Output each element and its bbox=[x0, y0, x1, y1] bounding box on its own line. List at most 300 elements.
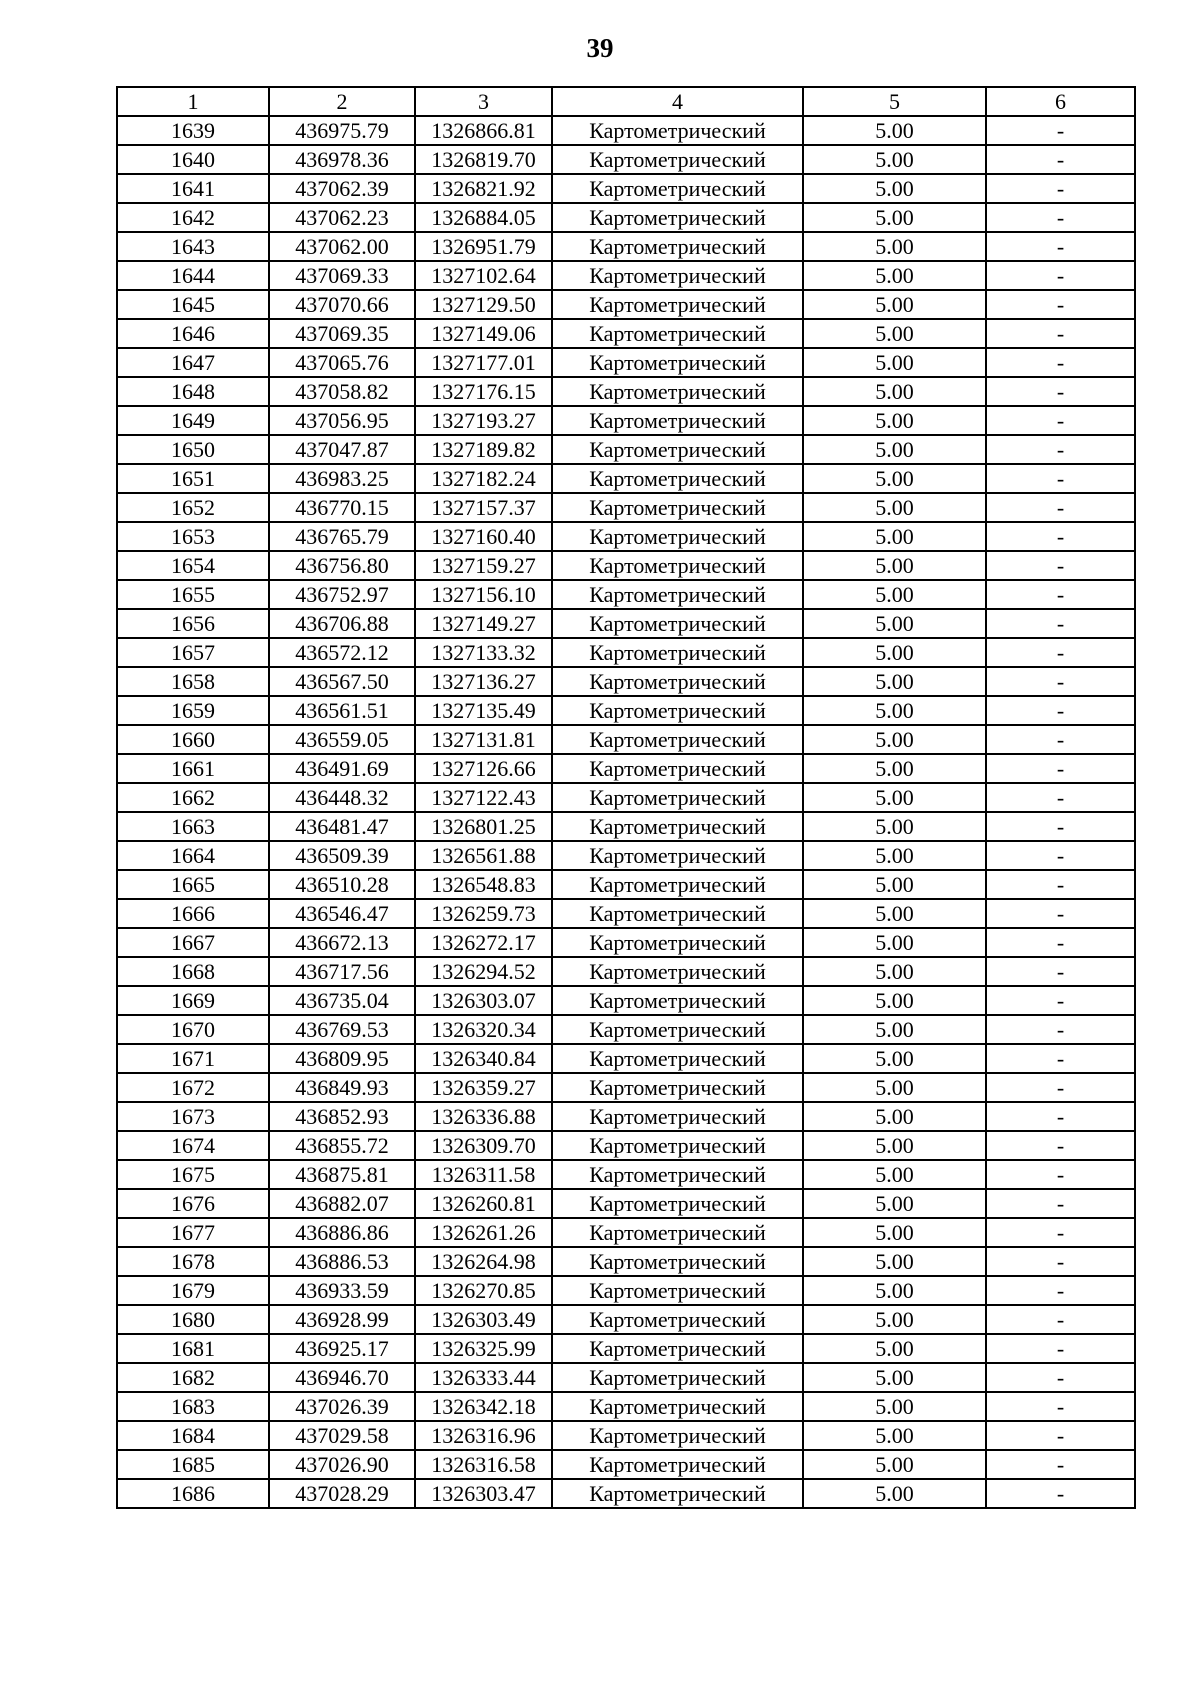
cell-point-number: 1654 bbox=[117, 551, 269, 580]
cell-y-coordinate: 1327102.64 bbox=[415, 261, 552, 290]
cell-accuracy: 5.00 bbox=[803, 957, 986, 986]
cell-y-coordinate: 1326548.83 bbox=[415, 870, 552, 899]
cell-method: Картометрический bbox=[552, 580, 803, 609]
cell-accuracy: 5.00 bbox=[803, 1479, 986, 1508]
cell-note: - bbox=[986, 725, 1135, 754]
cell-accuracy: 5.00 bbox=[803, 1305, 986, 1334]
cell-method: Картометрический bbox=[552, 1247, 803, 1276]
cell-note: - bbox=[986, 290, 1135, 319]
cell-x-coordinate: 436978.36 bbox=[269, 145, 415, 174]
cell-note: - bbox=[986, 696, 1135, 725]
table-row bbox=[117, 638, 1135, 667]
cell-accuracy: 5.00 bbox=[803, 667, 986, 696]
cell-accuracy: 5.00 bbox=[803, 928, 986, 957]
cell-method: Картометрический bbox=[552, 841, 803, 870]
cell-x-coordinate: 436765.79 bbox=[269, 522, 415, 551]
cell-point-number: 1673 bbox=[117, 1102, 269, 1131]
cell-method: Картометрический bbox=[552, 957, 803, 986]
table-row bbox=[117, 957, 1135, 986]
cell-method: Картометрический bbox=[552, 261, 803, 290]
cell-method: Картометрический bbox=[552, 232, 803, 261]
cell-x-coordinate: 436925.17 bbox=[269, 1334, 415, 1363]
cell-point-number: 1666 bbox=[117, 899, 269, 928]
cell-accuracy: 5.00 bbox=[803, 522, 986, 551]
cell-x-coordinate: 436491.69 bbox=[269, 754, 415, 783]
cell-point-number: 1685 bbox=[117, 1450, 269, 1479]
cell-x-coordinate: 437065.76 bbox=[269, 348, 415, 377]
cell-x-coordinate: 436481.47 bbox=[269, 812, 415, 841]
cell-method: Картометрический bbox=[552, 203, 803, 232]
cell-method: Картометрический bbox=[552, 696, 803, 725]
table-row bbox=[117, 580, 1135, 609]
cell-y-coordinate: 1326311.58 bbox=[415, 1160, 552, 1189]
cell-method: Картометрический bbox=[552, 1160, 803, 1189]
cell-point-number: 1669 bbox=[117, 986, 269, 1015]
table-row bbox=[117, 1421, 1135, 1450]
cell-accuracy: 5.00 bbox=[803, 1276, 986, 1305]
cell-x-coordinate: 436546.47 bbox=[269, 899, 415, 928]
cell-accuracy: 5.00 bbox=[803, 1450, 986, 1479]
cell-y-coordinate: 1326801.25 bbox=[415, 812, 552, 841]
page-number: 39 bbox=[586, 33, 614, 63]
cell-y-coordinate: 1327131.81 bbox=[415, 725, 552, 754]
cell-point-number: 1686 bbox=[117, 1479, 269, 1508]
cell-point-number: 1659 bbox=[117, 696, 269, 725]
cell-note: - bbox=[986, 754, 1135, 783]
cell-accuracy: 5.00 bbox=[803, 319, 986, 348]
cell-point-number: 1675 bbox=[117, 1160, 269, 1189]
cell-x-coordinate: 436975.79 bbox=[269, 116, 415, 145]
cell-accuracy: 5.00 bbox=[803, 1189, 986, 1218]
column-header-6: 6 bbox=[986, 87, 1135, 116]
table-row bbox=[117, 1044, 1135, 1073]
cell-note: - bbox=[986, 116, 1135, 145]
cell-note: - bbox=[986, 899, 1135, 928]
table-row bbox=[117, 1073, 1135, 1102]
cell-x-coordinate: 436572.12 bbox=[269, 638, 415, 667]
cell-method: Картометрический bbox=[552, 493, 803, 522]
table-body bbox=[117, 116, 1135, 1508]
cell-accuracy: 5.00 bbox=[803, 870, 986, 899]
table-row bbox=[117, 1131, 1135, 1160]
cell-x-coordinate: 436928.99 bbox=[269, 1305, 415, 1334]
cell-method: Картометрический bbox=[552, 1450, 803, 1479]
cell-y-coordinate: 1326260.81 bbox=[415, 1189, 552, 1218]
cell-accuracy: 5.00 bbox=[803, 1044, 986, 1073]
cell-y-coordinate: 1327126.66 bbox=[415, 754, 552, 783]
cell-note: - bbox=[986, 1247, 1135, 1276]
cell-y-coordinate: 1327189.82 bbox=[415, 435, 552, 464]
cell-x-coordinate: 437028.29 bbox=[269, 1479, 415, 1508]
cell-point-number: 1658 bbox=[117, 667, 269, 696]
cell-y-coordinate: 1326561.88 bbox=[415, 841, 552, 870]
cell-point-number: 1680 bbox=[117, 1305, 269, 1334]
cell-y-coordinate: 1326884.05 bbox=[415, 203, 552, 232]
cell-x-coordinate: 436882.07 bbox=[269, 1189, 415, 1218]
cell-y-coordinate: 1327177.01 bbox=[415, 348, 552, 377]
cell-x-coordinate: 436769.53 bbox=[269, 1015, 415, 1044]
table-row bbox=[117, 841, 1135, 870]
cell-note: - bbox=[986, 957, 1135, 986]
cell-method: Картометрический bbox=[552, 1334, 803, 1363]
cell-y-coordinate: 1326309.70 bbox=[415, 1131, 552, 1160]
cell-method: Картометрический bbox=[552, 725, 803, 754]
cell-accuracy: 5.00 bbox=[803, 1218, 986, 1247]
cell-note: - bbox=[986, 1450, 1135, 1479]
cell-y-coordinate: 1326316.96 bbox=[415, 1421, 552, 1450]
cell-y-coordinate: 1326819.70 bbox=[415, 145, 552, 174]
cell-y-coordinate: 1326320.34 bbox=[415, 1015, 552, 1044]
cell-x-coordinate: 436735.04 bbox=[269, 986, 415, 1015]
table-row bbox=[117, 928, 1135, 957]
cell-note: - bbox=[986, 1044, 1135, 1073]
cell-accuracy: 5.00 bbox=[803, 1247, 986, 1276]
cell-x-coordinate: 437026.90 bbox=[269, 1450, 415, 1479]
table-row bbox=[117, 1276, 1135, 1305]
cell-x-coordinate: 437069.33 bbox=[269, 261, 415, 290]
table-row bbox=[117, 725, 1135, 754]
cell-accuracy: 5.00 bbox=[803, 1073, 986, 1102]
cell-y-coordinate: 1327136.27 bbox=[415, 667, 552, 696]
table-row bbox=[117, 1334, 1135, 1363]
cell-accuracy: 5.00 bbox=[803, 377, 986, 406]
table-row bbox=[117, 899, 1135, 928]
cell-accuracy: 5.00 bbox=[803, 1363, 986, 1392]
table-row bbox=[117, 1450, 1135, 1479]
cell-note: - bbox=[986, 319, 1135, 348]
cell-method: Картометрический bbox=[552, 435, 803, 464]
table-row bbox=[117, 348, 1135, 377]
cell-y-coordinate: 1327135.49 bbox=[415, 696, 552, 725]
table-row bbox=[117, 464, 1135, 493]
cell-method: Картометрический bbox=[552, 1015, 803, 1044]
cell-accuracy: 5.00 bbox=[803, 725, 986, 754]
coordinates-table bbox=[116, 86, 1136, 1509]
cell-note: - bbox=[986, 203, 1135, 232]
cell-note: - bbox=[986, 551, 1135, 580]
cell-y-coordinate: 1327160.40 bbox=[415, 522, 552, 551]
cell-note: - bbox=[986, 145, 1135, 174]
cell-x-coordinate: 436510.28 bbox=[269, 870, 415, 899]
cell-note: - bbox=[986, 638, 1135, 667]
cell-accuracy: 5.00 bbox=[803, 899, 986, 928]
table-header-row bbox=[117, 87, 1135, 116]
cell-method: Картометрический bbox=[552, 1276, 803, 1305]
cell-accuracy: 5.00 bbox=[803, 1421, 986, 1450]
table-row bbox=[117, 261, 1135, 290]
cell-point-number: 1661 bbox=[117, 754, 269, 783]
cell-x-coordinate: 437070.66 bbox=[269, 290, 415, 319]
cell-note: - bbox=[986, 261, 1135, 290]
cell-accuracy: 5.00 bbox=[803, 986, 986, 1015]
cell-method: Картометрический bbox=[552, 1363, 803, 1392]
cell-y-coordinate: 1326303.07 bbox=[415, 986, 552, 1015]
cell-y-coordinate: 1326264.98 bbox=[415, 1247, 552, 1276]
cell-point-number: 1644 bbox=[117, 261, 269, 290]
cell-x-coordinate: 436946.70 bbox=[269, 1363, 415, 1392]
cell-y-coordinate: 1326294.52 bbox=[415, 957, 552, 986]
cell-x-coordinate: 436849.93 bbox=[269, 1073, 415, 1102]
cell-method: Картометрический bbox=[552, 928, 803, 957]
cell-y-coordinate: 1326261.26 bbox=[415, 1218, 552, 1247]
cell-y-coordinate: 1326821.92 bbox=[415, 174, 552, 203]
table-row bbox=[117, 812, 1135, 841]
cell-x-coordinate: 437062.00 bbox=[269, 232, 415, 261]
cell-point-number: 1676 bbox=[117, 1189, 269, 1218]
cell-x-coordinate: 436809.95 bbox=[269, 1044, 415, 1073]
cell-point-number: 1653 bbox=[117, 522, 269, 551]
cell-point-number: 1656 bbox=[117, 609, 269, 638]
column-header-1: 1 bbox=[117, 87, 269, 116]
table-header bbox=[117, 87, 1135, 116]
cell-x-coordinate: 436567.50 bbox=[269, 667, 415, 696]
cell-note: - bbox=[986, 928, 1135, 957]
cell-method: Картометрический bbox=[552, 986, 803, 1015]
cell-y-coordinate: 1326333.44 bbox=[415, 1363, 552, 1392]
table-row bbox=[117, 435, 1135, 464]
cell-accuracy: 5.00 bbox=[803, 1102, 986, 1131]
cell-x-coordinate: 436672.13 bbox=[269, 928, 415, 957]
cell-point-number: 1655 bbox=[117, 580, 269, 609]
cell-note: - bbox=[986, 841, 1135, 870]
cell-x-coordinate: 437026.39 bbox=[269, 1392, 415, 1421]
table-row bbox=[117, 1392, 1135, 1421]
cell-note: - bbox=[986, 464, 1135, 493]
table-row bbox=[117, 667, 1135, 696]
cell-point-number: 1677 bbox=[117, 1218, 269, 1247]
cell-accuracy: 5.00 bbox=[803, 754, 986, 783]
cell-y-coordinate: 1326340.84 bbox=[415, 1044, 552, 1073]
cell-x-coordinate: 437056.95 bbox=[269, 406, 415, 435]
table-row bbox=[117, 522, 1135, 551]
cell-y-coordinate: 1326336.88 bbox=[415, 1102, 552, 1131]
table-row bbox=[117, 696, 1135, 725]
cell-note: - bbox=[986, 1218, 1135, 1247]
cell-note: - bbox=[986, 1305, 1135, 1334]
cell-point-number: 1650 bbox=[117, 435, 269, 464]
cell-accuracy: 5.00 bbox=[803, 203, 986, 232]
cell-point-number: 1643 bbox=[117, 232, 269, 261]
table-row bbox=[117, 1247, 1135, 1276]
table-row bbox=[117, 551, 1135, 580]
cell-point-number: 1682 bbox=[117, 1363, 269, 1392]
cell-accuracy: 5.00 bbox=[803, 174, 986, 203]
cell-note: - bbox=[986, 377, 1135, 406]
cell-x-coordinate: 436509.39 bbox=[269, 841, 415, 870]
cell-method: Картометрический bbox=[552, 1044, 803, 1073]
table-row bbox=[117, 232, 1135, 261]
cell-point-number: 1668 bbox=[117, 957, 269, 986]
cell-y-coordinate: 1327193.27 bbox=[415, 406, 552, 435]
cell-note: - bbox=[986, 1160, 1135, 1189]
cell-y-coordinate: 1326259.73 bbox=[415, 899, 552, 928]
cell-x-coordinate: 436886.53 bbox=[269, 1247, 415, 1276]
cell-x-coordinate: 436875.81 bbox=[269, 1160, 415, 1189]
cell-y-coordinate: 1327182.24 bbox=[415, 464, 552, 493]
cell-y-coordinate: 1327149.27 bbox=[415, 609, 552, 638]
cell-method: Картометрический bbox=[552, 551, 803, 580]
cell-accuracy: 5.00 bbox=[803, 1334, 986, 1363]
cell-note: - bbox=[986, 812, 1135, 841]
cell-point-number: 1657 bbox=[117, 638, 269, 667]
cell-method: Картометрический bbox=[552, 667, 803, 696]
cell-point-number: 1648 bbox=[117, 377, 269, 406]
cell-note: - bbox=[986, 435, 1135, 464]
cell-y-coordinate: 1327133.32 bbox=[415, 638, 552, 667]
cell-note: - bbox=[986, 1276, 1135, 1305]
cell-x-coordinate: 436770.15 bbox=[269, 493, 415, 522]
cell-method: Картометрический bbox=[552, 464, 803, 493]
cell-accuracy: 5.00 bbox=[803, 696, 986, 725]
cell-method: Картометрический bbox=[552, 406, 803, 435]
cell-point-number: 1674 bbox=[117, 1131, 269, 1160]
cell-point-number: 1678 bbox=[117, 1247, 269, 1276]
cell-method: Картометрический bbox=[552, 609, 803, 638]
table-row bbox=[117, 145, 1135, 174]
cell-y-coordinate: 1327156.10 bbox=[415, 580, 552, 609]
cell-accuracy: 5.00 bbox=[803, 261, 986, 290]
cell-accuracy: 5.00 bbox=[803, 406, 986, 435]
cell-y-coordinate: 1326325.99 bbox=[415, 1334, 552, 1363]
cell-point-number: 1645 bbox=[117, 290, 269, 319]
cell-x-coordinate: 437058.82 bbox=[269, 377, 415, 406]
cell-point-number: 1649 bbox=[117, 406, 269, 435]
cell-note: - bbox=[986, 609, 1135, 638]
cell-method: Картометрический bbox=[552, 783, 803, 812]
table-row bbox=[117, 1189, 1135, 1218]
cell-method: Картометрический bbox=[552, 1392, 803, 1421]
cell-note: - bbox=[986, 1131, 1135, 1160]
cell-x-coordinate: 437062.23 bbox=[269, 203, 415, 232]
table-row bbox=[117, 493, 1135, 522]
table-row bbox=[117, 406, 1135, 435]
cell-point-number: 1671 bbox=[117, 1044, 269, 1073]
cell-y-coordinate: 1326951.79 bbox=[415, 232, 552, 261]
cell-accuracy: 5.00 bbox=[803, 812, 986, 841]
cell-point-number: 1652 bbox=[117, 493, 269, 522]
cell-accuracy: 5.00 bbox=[803, 1392, 986, 1421]
cell-x-coordinate: 436852.93 bbox=[269, 1102, 415, 1131]
cell-method: Картометрический bbox=[552, 319, 803, 348]
cell-accuracy: 5.00 bbox=[803, 841, 986, 870]
cell-accuracy: 5.00 bbox=[803, 116, 986, 145]
cell-point-number: 1646 bbox=[117, 319, 269, 348]
cell-method: Картометрический bbox=[552, 174, 803, 203]
cell-method: Картометрический bbox=[552, 812, 803, 841]
cell-accuracy: 5.00 bbox=[803, 1160, 986, 1189]
column-header-5: 5 bbox=[803, 87, 986, 116]
cell-x-coordinate: 436983.25 bbox=[269, 464, 415, 493]
cell-accuracy: 5.00 bbox=[803, 145, 986, 174]
cell-x-coordinate: 436448.32 bbox=[269, 783, 415, 812]
cell-point-number: 1663 bbox=[117, 812, 269, 841]
cell-x-coordinate: 437047.87 bbox=[269, 435, 415, 464]
cell-y-coordinate: 1327157.37 bbox=[415, 493, 552, 522]
cell-method: Картометрический bbox=[552, 1218, 803, 1247]
column-header-3: 3 bbox=[415, 87, 552, 116]
cell-accuracy: 5.00 bbox=[803, 580, 986, 609]
cell-accuracy: 5.00 bbox=[803, 464, 986, 493]
table-row bbox=[117, 986, 1135, 1015]
cell-accuracy: 5.00 bbox=[803, 638, 986, 667]
table-row bbox=[117, 203, 1135, 232]
cell-x-coordinate: 436933.59 bbox=[269, 1276, 415, 1305]
cell-point-number: 1662 bbox=[117, 783, 269, 812]
cell-note: - bbox=[986, 493, 1135, 522]
cell-accuracy: 5.00 bbox=[803, 783, 986, 812]
table-row bbox=[117, 870, 1135, 899]
cell-x-coordinate: 436559.05 bbox=[269, 725, 415, 754]
table-row bbox=[117, 174, 1135, 203]
cell-note: - bbox=[986, 1392, 1135, 1421]
cell-y-coordinate: 1326272.17 bbox=[415, 928, 552, 957]
cell-y-coordinate: 1326866.81 bbox=[415, 116, 552, 145]
cell-x-coordinate: 436717.56 bbox=[269, 957, 415, 986]
cell-method: Картометрический bbox=[552, 638, 803, 667]
cell-method: Картометрический bbox=[552, 1189, 803, 1218]
cell-x-coordinate: 436756.80 bbox=[269, 551, 415, 580]
cell-accuracy: 5.00 bbox=[803, 232, 986, 261]
cell-note: - bbox=[986, 870, 1135, 899]
column-header-2: 2 bbox=[269, 87, 415, 116]
cell-note: - bbox=[986, 1073, 1135, 1102]
cell-note: - bbox=[986, 232, 1135, 261]
cell-point-number: 1651 bbox=[117, 464, 269, 493]
table-row bbox=[117, 1102, 1135, 1131]
cell-method: Картометрический bbox=[552, 1073, 803, 1102]
cell-note: - bbox=[986, 667, 1135, 696]
cell-method: Картометрический bbox=[552, 1479, 803, 1508]
table-row bbox=[117, 609, 1135, 638]
cell-method: Картометрический bbox=[552, 348, 803, 377]
cell-point-number: 1639 bbox=[117, 116, 269, 145]
cell-accuracy: 5.00 bbox=[803, 348, 986, 377]
cell-y-coordinate: 1327122.43 bbox=[415, 783, 552, 812]
cell-method: Картометрический bbox=[552, 290, 803, 319]
cell-accuracy: 5.00 bbox=[803, 493, 986, 522]
cell-y-coordinate: 1327176.15 bbox=[415, 377, 552, 406]
cell-method: Картометрический bbox=[552, 899, 803, 928]
cell-point-number: 1640 bbox=[117, 145, 269, 174]
cell-point-number: 1681 bbox=[117, 1334, 269, 1363]
table-row bbox=[117, 1363, 1135, 1392]
cell-note: - bbox=[986, 1334, 1135, 1363]
cell-accuracy: 5.00 bbox=[803, 435, 986, 464]
cell-y-coordinate: 1326303.47 bbox=[415, 1479, 552, 1508]
cell-y-coordinate: 1326270.85 bbox=[415, 1276, 552, 1305]
cell-point-number: 1670 bbox=[117, 1015, 269, 1044]
cell-x-coordinate: 436886.86 bbox=[269, 1218, 415, 1247]
cell-method: Картометрический bbox=[552, 1102, 803, 1131]
table-row bbox=[117, 1160, 1135, 1189]
cell-note: - bbox=[986, 1421, 1135, 1450]
cell-method: Картометрический bbox=[552, 1421, 803, 1450]
cell-method: Картометрический bbox=[552, 522, 803, 551]
cell-point-number: 1647 bbox=[117, 348, 269, 377]
cell-accuracy: 5.00 bbox=[803, 551, 986, 580]
cell-method: Картометрический bbox=[552, 145, 803, 174]
table-row bbox=[117, 1305, 1135, 1334]
cell-note: - bbox=[986, 580, 1135, 609]
cell-method: Картометрический bbox=[552, 870, 803, 899]
cell-method: Картометрический bbox=[552, 1131, 803, 1160]
cell-note: - bbox=[986, 1189, 1135, 1218]
cell-note: - bbox=[986, 1102, 1135, 1131]
table-row bbox=[117, 754, 1135, 783]
cell-point-number: 1679 bbox=[117, 1276, 269, 1305]
cell-point-number: 1664 bbox=[117, 841, 269, 870]
cell-point-number: 1660 bbox=[117, 725, 269, 754]
